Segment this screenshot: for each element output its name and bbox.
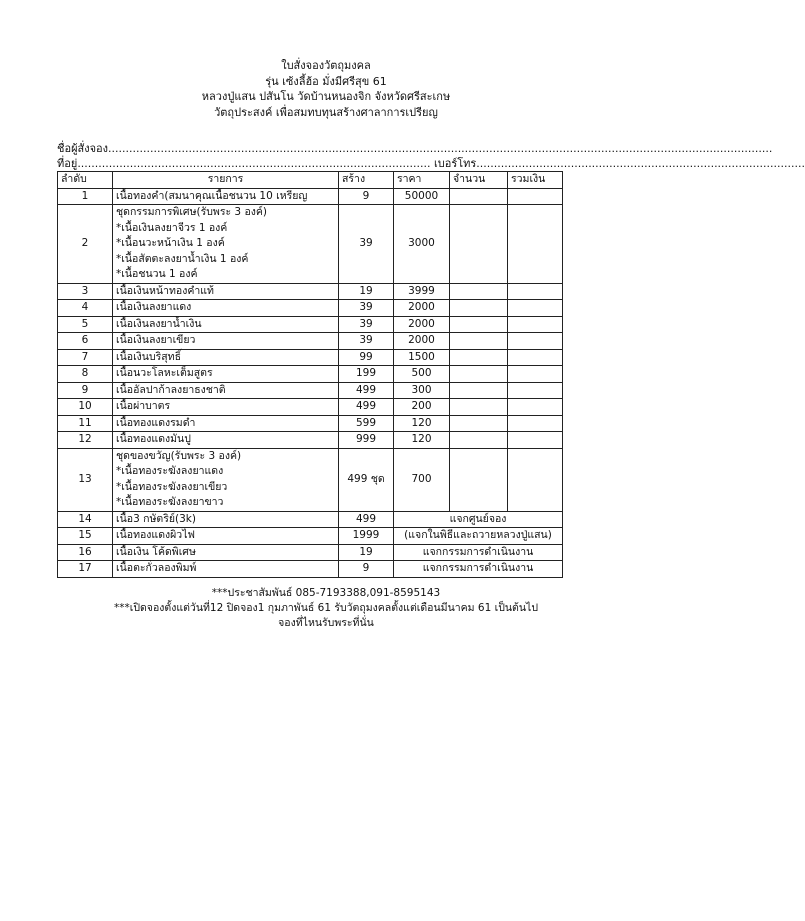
- row-number: 10: [58, 399, 113, 416]
- made-count: 499: [339, 382, 394, 399]
- made-count: 999: [339, 432, 394, 449]
- quantity-cell[interactable]: [450, 188, 508, 205]
- item-description: [113, 511, 339, 528]
- address-label: ที่อยู่: [57, 157, 78, 170]
- price: 1500: [394, 349, 450, 366]
- item-line: *เนื้อเงินลงยาจีวร 1 องค์: [116, 221, 228, 234]
- contact-note: ***ประชาสัมพันธ์ 085-7193388,091-8595143: [211, 587, 441, 599]
- table-row: [58, 366, 563, 383]
- table-row: [58, 561, 563, 578]
- price: 200: [394, 399, 450, 416]
- item-line: เนื้อเงินหน้าทองคำแท้: [116, 284, 214, 297]
- item-description: [113, 448, 339, 511]
- row-number: 17: [58, 561, 113, 578]
- price: 2000: [394, 300, 450, 317]
- price: 2000: [394, 316, 450, 333]
- row-number: 9: [58, 382, 113, 399]
- item-line: เนื้อ3 กษัตริย์(3k): [116, 512, 196, 525]
- col-header-no: ลำดับ: [58, 172, 113, 189]
- total-cell[interactable]: [508, 382, 563, 399]
- item-line: เนื้อทองแดงมันปู: [116, 433, 191, 445]
- item-line: เนื้อทองคำ(สมนาคุณเนื้อชนวน 10 เหรียญ: [116, 189, 308, 202]
- made-count: 9: [339, 561, 394, 578]
- price: 120: [394, 415, 450, 432]
- price: 300: [394, 382, 450, 399]
- table-row: [58, 205, 563, 284]
- distribution-note: แจกศูนย์จอง: [394, 511, 563, 528]
- dotted-line: ..............................................................................................: [476, 157, 805, 170]
- quantity-cell[interactable]: [450, 415, 508, 432]
- item-description: [113, 561, 339, 578]
- row-number: 16: [58, 544, 113, 561]
- quantity-cell[interactable]: [450, 349, 508, 366]
- table-row: [58, 528, 563, 545]
- made-count: 499: [339, 399, 394, 416]
- table-row: [58, 399, 563, 416]
- item-description: [113, 316, 339, 333]
- item-line: เนื้อเงินลงยาเขียว: [116, 334, 196, 346]
- item-line: *เนื้อทองระฆังลงยาแดง: [116, 465, 224, 477]
- made-count: 599: [339, 415, 394, 432]
- made-count: 19: [339, 544, 394, 561]
- item-line: เนื้อเงินบริสุทธิ์: [116, 350, 182, 363]
- total-cell[interactable]: [508, 349, 563, 366]
- item-line: *เนื้อชนวน 1 องค์: [116, 268, 198, 280]
- total-cell[interactable]: [508, 205, 563, 284]
- item-description: [113, 544, 339, 561]
- total-cell[interactable]: [508, 300, 563, 317]
- table-row: [58, 448, 563, 511]
- row-number: 4: [58, 300, 113, 317]
- item-line: เนื้อเงิน โค้ดพิเศษ: [116, 545, 196, 558]
- price: 700: [394, 448, 450, 511]
- item-line: เนื้อเงินลงยาน้ำเงิน: [116, 317, 202, 330]
- quantity-cell[interactable]: [450, 205, 508, 284]
- dotted-line: .....................................................................................................: [77, 157, 434, 170]
- quantity-cell[interactable]: [450, 448, 508, 511]
- quantity-cell[interactable]: [450, 283, 508, 300]
- quantity-cell[interactable]: [450, 316, 508, 333]
- total-cell[interactable]: [508, 283, 563, 300]
- item-line: *เนื้อทองระฆังลงยาขาว: [116, 496, 224, 508]
- col-header-item: รายการ: [113, 172, 339, 189]
- price: 120: [394, 432, 450, 449]
- item-description: [113, 432, 339, 449]
- row-number: 7: [58, 349, 113, 366]
- made-count: 199: [339, 366, 394, 383]
- item-description: [113, 205, 339, 284]
- quantity-cell[interactable]: [450, 300, 508, 317]
- table-row: [58, 333, 563, 350]
- schedule-note: ***เปิดจองตั้งแต่วันที่12 ปิดจอง1 กุมภาพันธ์ 61 รับวัตถุมงคลตั้งแต่เดือนมีนาคม 61 เป็นต้นไป: [113, 602, 539, 614]
- table-row: [58, 283, 563, 300]
- order-table: [57, 171, 563, 578]
- notes: [0, 586, 652, 631]
- quantity-cell[interactable]: [450, 432, 508, 449]
- price: 3000: [394, 205, 450, 284]
- total-cell[interactable]: [508, 448, 563, 511]
- row-number: 3: [58, 283, 113, 300]
- made-count: 1999: [339, 528, 394, 545]
- item-line: เนื้อเงินลงยาแดง: [116, 301, 192, 313]
- row-number: 2: [58, 205, 113, 284]
- row-number: 12: [58, 432, 113, 449]
- item-line: *เนื้อทองระฆังลงยาเขียว: [116, 480, 228, 493]
- table-row: [58, 544, 563, 561]
- total-cell[interactable]: [508, 366, 563, 383]
- made-count: 9: [339, 188, 394, 205]
- monk-temple-line: หลวงปู่แสน ปสันโน วัดบ้านหนองจิก จังหวัดศรีสะเกษ: [201, 90, 451, 103]
- item-line: ชุดของขวัญ(รับพระ 3 องค์): [116, 449, 242, 462]
- col-header-total: รวมเงิน: [508, 172, 563, 189]
- series-name: รุ่น เซ้งลี้ฮ้อ มั่งมีศรีสุข 61: [265, 74, 387, 88]
- row-number: 11: [58, 415, 113, 432]
- row-number: 1: [58, 188, 113, 205]
- orderer-name-field[interactable]: [57, 141, 773, 156]
- form-title: ใบสั่งจองวัตถุมงคล: [281, 59, 371, 72]
- price: 500: [394, 366, 450, 383]
- item-description: [113, 333, 339, 350]
- table-row: [58, 432, 563, 449]
- dotted-line: ..............................................................................................................................................................................................: [108, 142, 773, 155]
- table-row: [58, 316, 563, 333]
- address-phone-field[interactable]: [57, 156, 805, 171]
- item-line: เนื้อผ่าบาตร: [116, 400, 171, 412]
- price: 3999: [394, 283, 450, 300]
- item-line: เนื้อทองแดงรมดำ: [116, 416, 196, 429]
- made-count: 499: [339, 511, 394, 528]
- quantity-cell[interactable]: [450, 333, 508, 350]
- orderer-label: ชื่อผู้สั่งจอง: [57, 142, 109, 155]
- phone-label: เบอร์โทร: [433, 157, 477, 170]
- made-count: 39: [339, 300, 394, 317]
- table-row: [58, 349, 563, 366]
- total-cell[interactable]: [508, 188, 563, 205]
- pickup-note: จองที่ไหนรับพระที่นั่น: [278, 617, 374, 629]
- made-count: 99: [339, 349, 394, 366]
- col-header-price: ราคา: [394, 172, 450, 189]
- row-number: 6: [58, 333, 113, 350]
- item-description: [113, 300, 339, 317]
- total-cell[interactable]: [508, 415, 563, 432]
- table-header-row: [58, 172, 563, 189]
- table-row: [58, 382, 563, 399]
- price: 2000: [394, 333, 450, 350]
- document-header: [0, 58, 652, 120]
- item-line: *เนื้อนวะหน้าเงิน 1 องค์: [116, 237, 225, 249]
- row-number: 15: [58, 528, 113, 545]
- table-row: [58, 188, 563, 205]
- made-count: 39: [339, 316, 394, 333]
- item-description: [113, 188, 339, 205]
- row-number: 13: [58, 448, 113, 511]
- item-description: [113, 283, 339, 300]
- item-description: [113, 349, 339, 366]
- distribution-note: แจกกรรมการดำเนินงาน: [394, 561, 563, 578]
- row-number: 8: [58, 366, 113, 383]
- purpose-line: วัตถุประสงค์ เพื่อสมทบทุนสร้างศาลาการเปรียญ: [214, 105, 438, 119]
- distribution-note: (แจกในพิธีและถวายหลวงปู่แสน): [394, 528, 563, 545]
- made-count: 39: [339, 333, 394, 350]
- row-number: 14: [58, 511, 113, 528]
- quantity-cell[interactable]: [450, 366, 508, 383]
- made-count: 39: [339, 205, 394, 284]
- item-line: *เนื้อสัตตะลงยาน้ำเงิน 1 องค์: [116, 252, 249, 265]
- table-row: [58, 511, 563, 528]
- item-description: [113, 415, 339, 432]
- item-line: เนื้อทองแดงผิวไฟ: [116, 529, 195, 541]
- row-number: 5: [58, 316, 113, 333]
- distribution-note: แจกกรรมการดำเนินงาน: [394, 544, 563, 561]
- table-row: [58, 300, 563, 317]
- item-line: เนื้อตะกั่วลองพิมพ์: [116, 562, 197, 574]
- table-row: [58, 415, 563, 432]
- item-description: [113, 366, 339, 383]
- total-cell[interactable]: [508, 316, 563, 333]
- quantity-cell[interactable]: [450, 382, 508, 399]
- total-cell[interactable]: [508, 432, 563, 449]
- total-cell[interactable]: [508, 399, 563, 416]
- item-line: เนื้ออัลปาก้าลงยาธงชาติ: [116, 383, 226, 396]
- item-description: [113, 399, 339, 416]
- made-count: 499 ชุด: [339, 448, 394, 511]
- col-header-quantity: จำนวน: [450, 172, 508, 189]
- made-count: 19: [339, 283, 394, 300]
- item-description: [113, 528, 339, 545]
- item-line: เนื้อนวะโลหะเต็มสูตร: [116, 367, 213, 379]
- total-cell[interactable]: [508, 333, 563, 350]
- col-header-made: สร้าง: [339, 172, 394, 189]
- quantity-cell[interactable]: [450, 399, 508, 416]
- item-description: [113, 382, 339, 399]
- item-line: ชุดกรรมการพิเศษ(รับพระ 3 องค์): [116, 206, 268, 218]
- price: 50000: [394, 188, 450, 205]
